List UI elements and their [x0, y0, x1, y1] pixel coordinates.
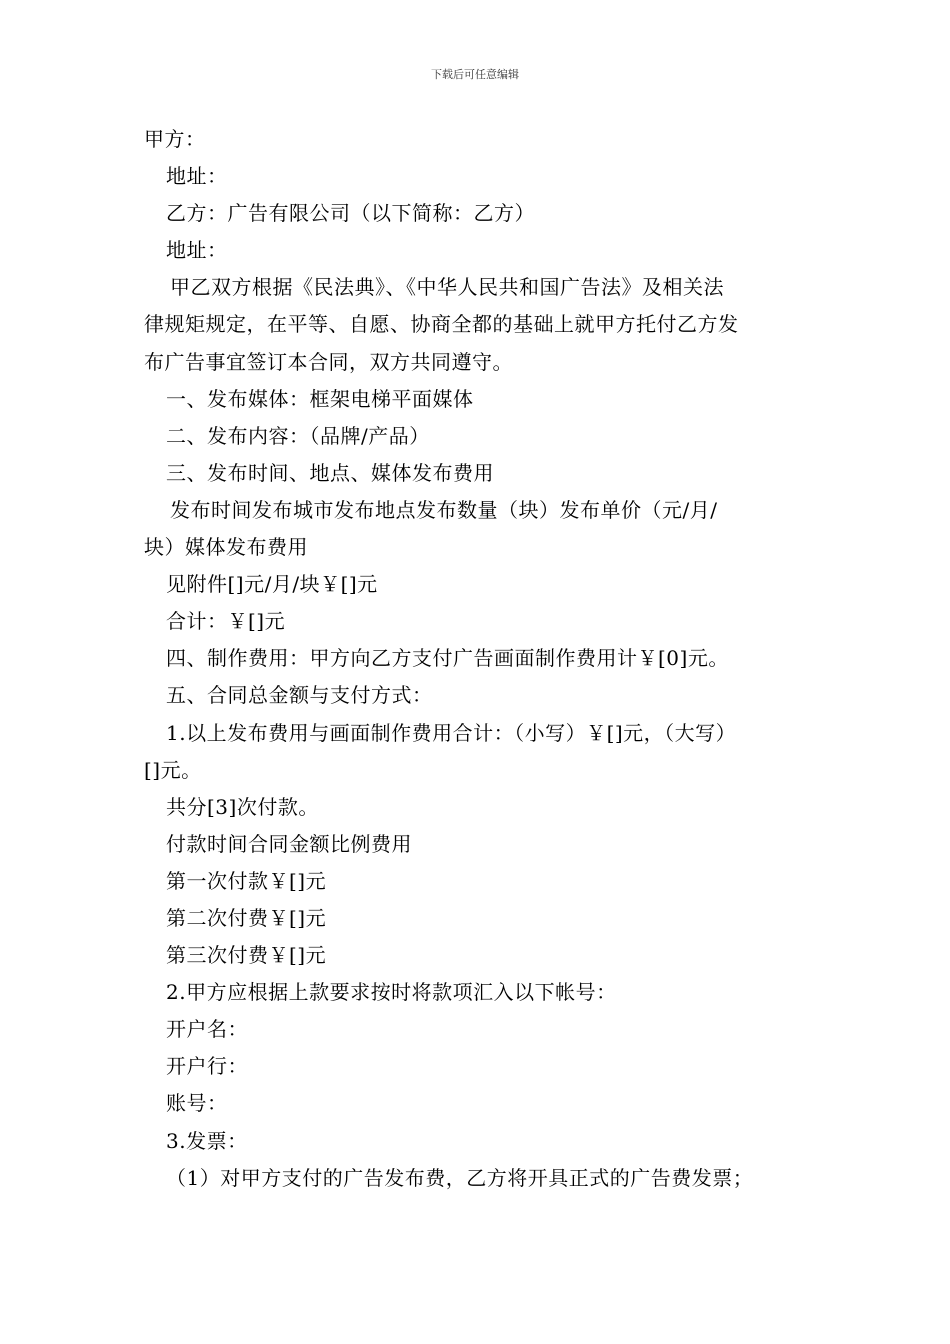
section-3-total: 合计：￥[]元 [166, 609, 286, 634]
section-3-table-header-1: 发布时间发布城市发布地点发布数量（块）发布单价（元/月/ [170, 497, 718, 522]
page-header: 下载后可任意编辑 [431, 68, 519, 81]
address-b: 地址： [166, 238, 228, 263]
section-5-item-1a: 1.以上发布费用与画面制作费用合计：（小写）￥[]元，（大写） [166, 720, 737, 745]
section-5-item-2: 2.甲方应根据上款要求按时将款项汇入以下帐号： [166, 980, 617, 1005]
section-2: 二、发布内容：（品牌/产品） [166, 423, 430, 448]
intro-line-2: 律规矩规定，在平等、自愿、协商全都的基础上就甲方托付乙方发 [144, 312, 739, 337]
intro-line-3: 布广告事宜签订本合同，双方共同遵守。 [144, 349, 513, 374]
section-5-item-1b: []元。 [144, 757, 202, 782]
section-5: 五、合同总金额与支付方式： [166, 683, 433, 708]
intro-line-1: 甲乙双方根据《民法典》、《中华人民共和国广告法》及相关法 [170, 275, 724, 300]
section-1: 一、发布媒体：框架电梯平面媒体 [166, 386, 474, 411]
bank-name: 开户行： [166, 1054, 248, 1079]
section-3: 三、发布时间、地点、媒体发布费用 [166, 460, 494, 485]
section-3-table-header-2: 块）媒体发布费用 [144, 535, 308, 560]
invoice-clause-1: （1）对甲方支付的广告发布费，乙方将开具正式的广告费发票； [166, 1165, 754, 1190]
party-b: 乙方：广告有限公司（以下简称：乙方） [166, 201, 535, 226]
payment-1: 第一次付款￥[]元 [166, 868, 327, 893]
payment-2: 第二次付费￥[]元 [166, 905, 327, 930]
account-number: 账号： [166, 1091, 228, 1116]
section-4: 四、制作费用：甲方向乙方支付广告画面制作费用计￥[0]元。 [166, 646, 729, 671]
payment-table-header: 付款时间合同金额比例费用 [166, 831, 412, 856]
address-a: 地址： [166, 164, 228, 189]
party-a: 甲方： [144, 127, 206, 151]
section-3-table-row: 见附件[]元/月/块￥[]元 [166, 572, 378, 597]
payment-3: 第三次付费￥[]元 [166, 943, 327, 968]
account-name: 开户名： [166, 1017, 248, 1042]
section-5-item-3: 3.发票： [166, 1128, 248, 1153]
contract-body [144, 121, 809, 1197]
payment-count: 共分[3]次付款。 [166, 794, 319, 819]
